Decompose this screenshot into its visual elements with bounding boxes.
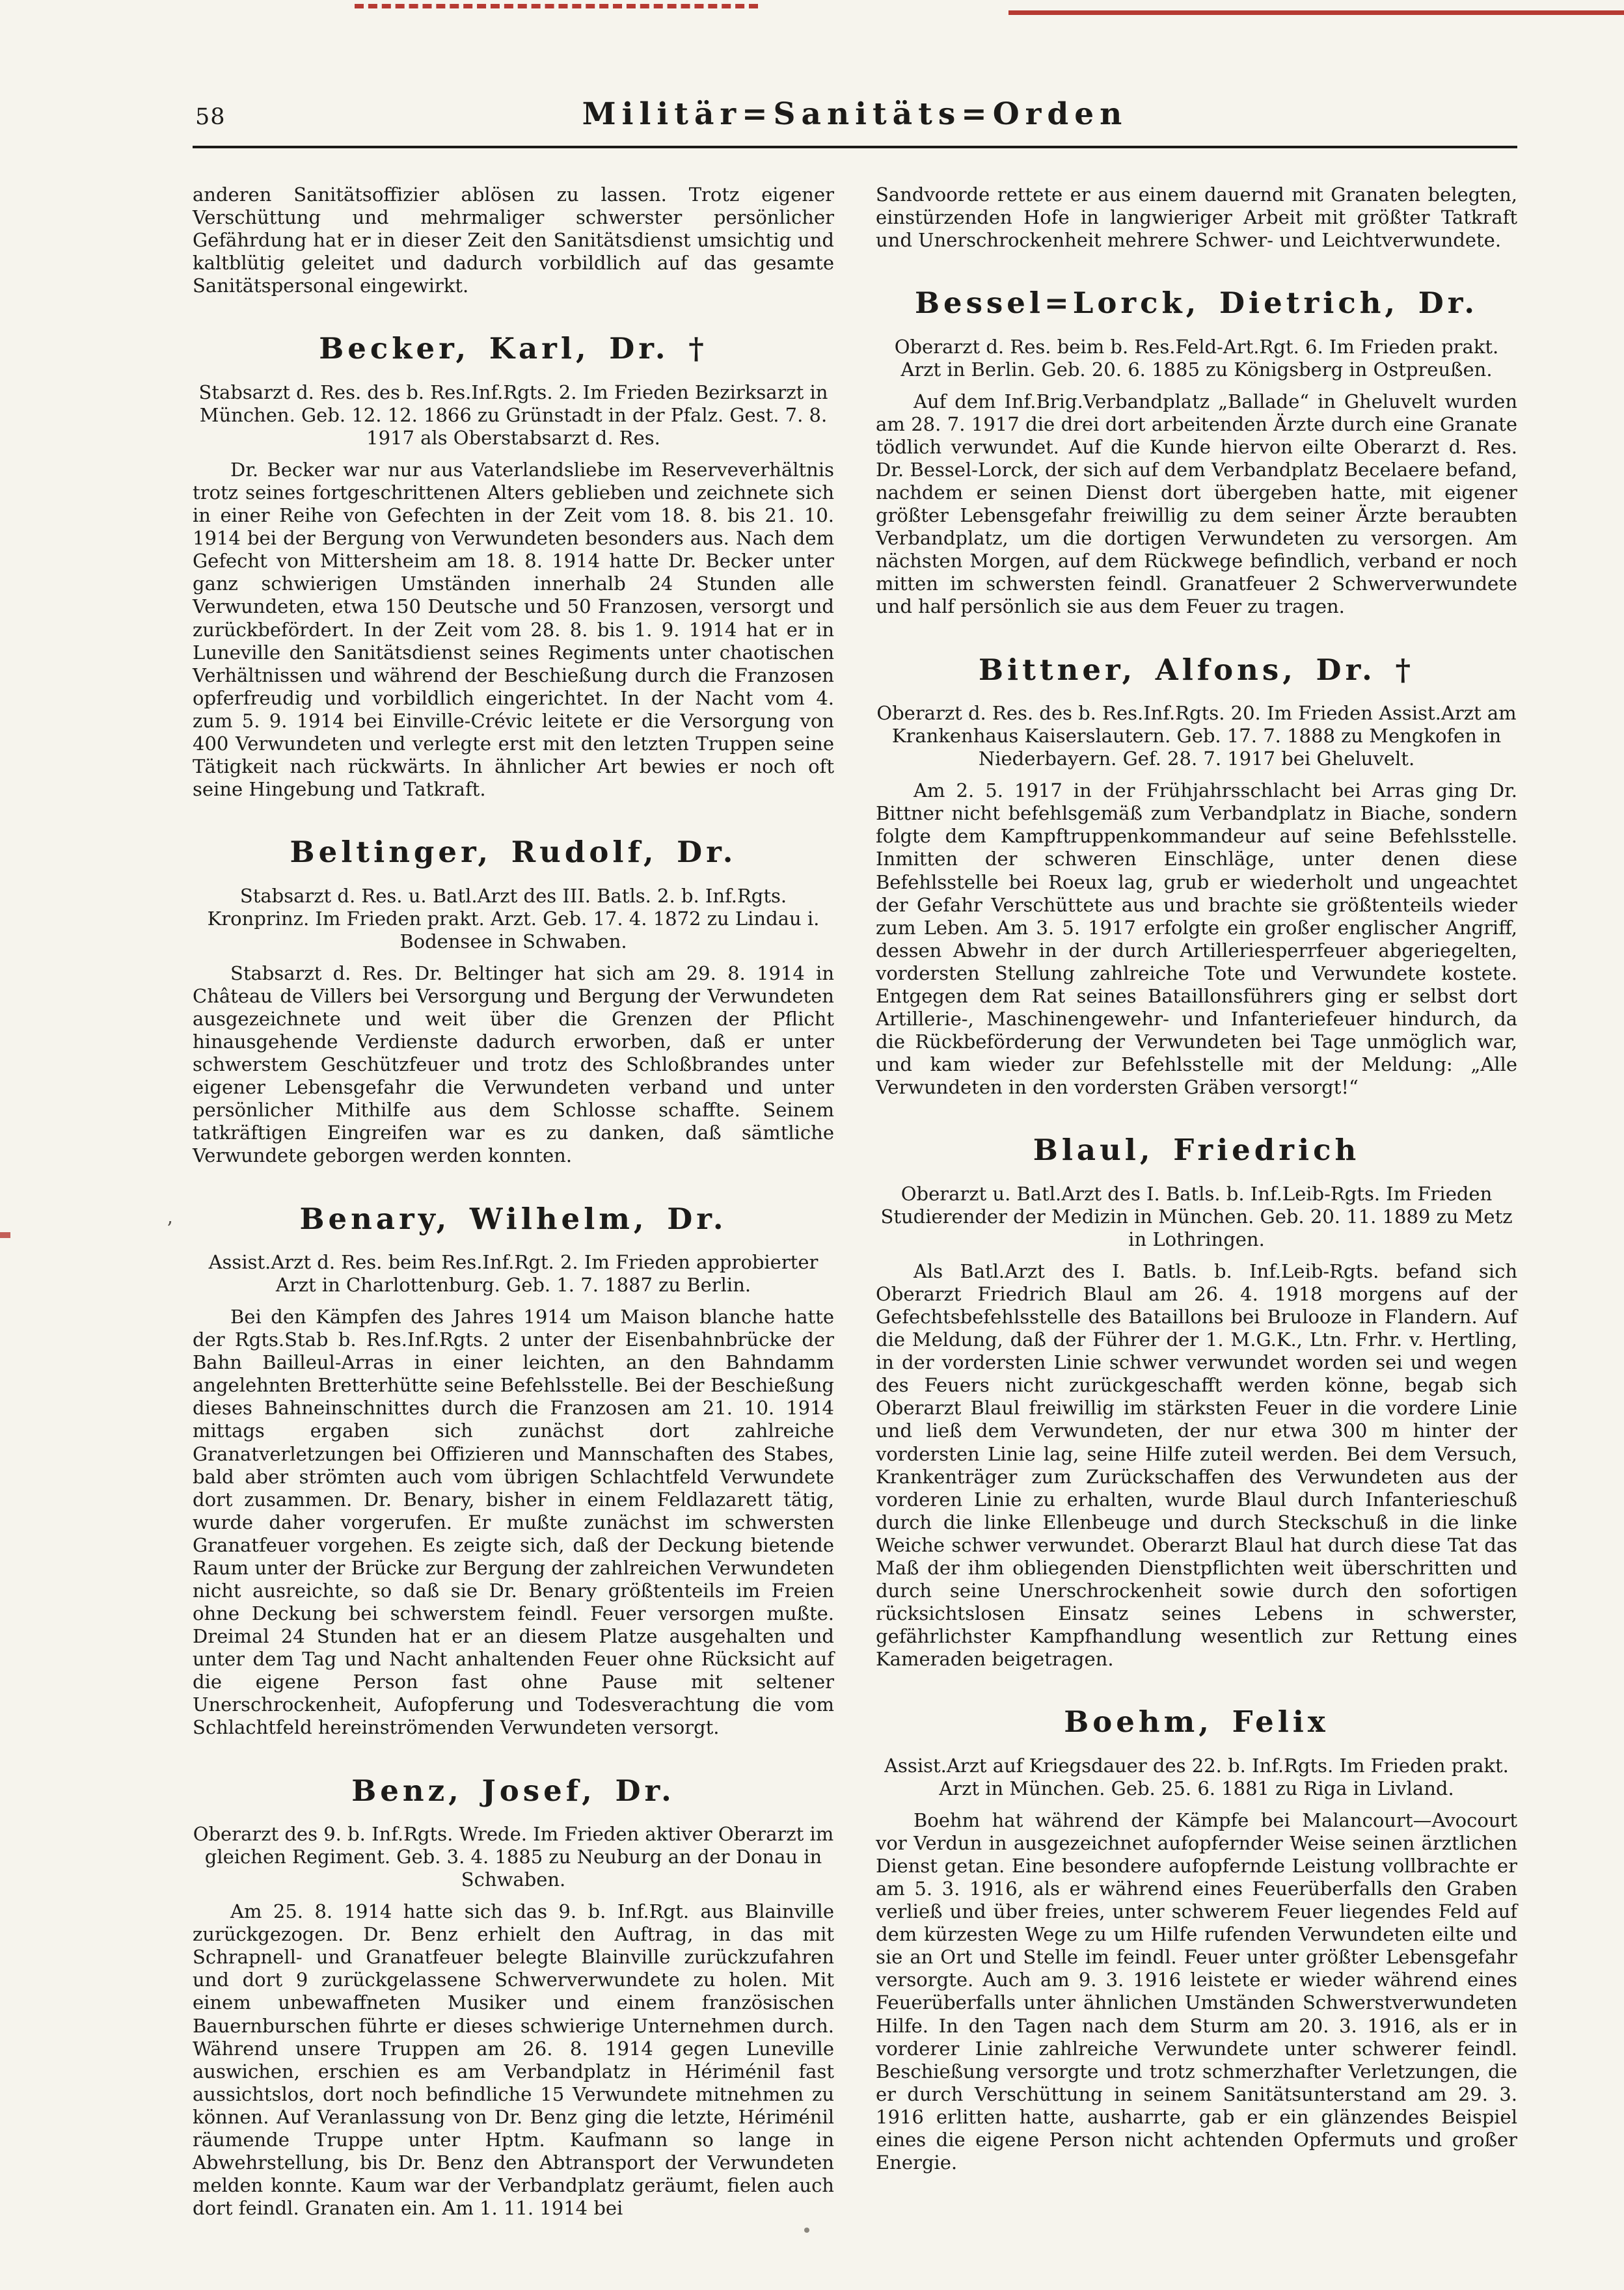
entry-paragraph: Stabsarzt d. Res. Dr. Beltinger hat sich am 29. 8. 1914 in Château de Villers bei Versorgung und Bergung der Verwundeten ausgezeichnete und weit über die Grenzen der Pflicht hinausgehende Verdienste dadurch erworben, daß er unter schwerstem Geschützfeuer und trotz des Schloßbrandes unter eigener Lebensgefahr die Verwundeten verband und unter persönlicher Mithilfe aus dem Schlosse schaffte. Seinem tatkräftigen Eingreifen war es zu danken, daß sämtliche Verwundete geborgen werden konnten. — [193, 962, 834, 1167]
entry-meta: Stabsarzt d. Res. des b. Res.Inf.Rgts. 2. Im Frieden Bezirksarzt in München. Geb. 12. 12. 1866 zu Grünstadt in der Pfalz. Gest. 7. 8. 1917 als Oberstabsarzt d. Res. — [198, 381, 828, 449]
entry-paragraph: Dr. Becker war nur aus Vaterlandsliebe im Reserveverhältnis trotz seines fortgeschrittenen Alters geblieben und zeichnete sich in einer Reihe von Gefechten in der Zeit vom 18. 8. bis 21. 10. 1914 bei der Bergung von Verwundeten besonders aus. Nach dem Gefecht von Mittersheim am 18. 8. 1914 hatte Dr. Becker unter ganz schwierigen Umständen innerhalb 24 Stunden alle Verwundeten, etwa 150 Deutsche und 50 Franzosen, versorgt und zurückbefördert. In der Zeit vom 28. 8. bis 1. 9. 1914 hat er in Luneville den Sanitätsdienst seines Regiments unter chaotischen Verhältnissen und während der Beschießung durch die Franzosen opferfreudig und vorbildlich eingerichtet. In der Nacht vom 4. zum 5. 9. 1914 bei Einville-Crévic leitete er die Versorgung von 400 Verwundeten und verlegte erst mit den letzten Truppen seine Tätigkeit nach rückwärts. In ähnlicher Art bewies er noch oft seine Hingebung und Tatkraft. — [193, 459, 834, 801]
text-columns — [193, 183, 1517, 2220]
page-header — [193, 96, 1517, 142]
entry-heading: Benary, Wilhelm, Dr. — [299, 1201, 727, 1236]
entry-paragraph: Bei den Kämpfen des Jahres 1914 um Maison blanche hatte der Rgts.Stab b. Res.Inf.Rgts. 2 unter der Eisenbahnbrücke der Bahn Bailleul-Arras in einer leichten, an den Bahndamm angelehnten Bretterhütte seine Befehlsstelle. Bei der Beschießung dieses Bahneinschnittes durch die Franzosen am 21. 10. 1914 mittags ergaben sich zunächst dort zahlreiche Granatverletzungen bei Offizieren und Mannschaften des Stabes, bald aber strömten auch vom übrigen Schlachtfeld Verwundete dort zusammen. Dr. Benary, bisher in einem Feldlazarett tätig, wurde daher vorgerufen. Er mußte zunächst im schwersten Granatfeuer vorgehen. Es zeigte sich, daß der Deckung bietende Raum unter der Brücke zur Bergung der zahlreichen Verwundeten nicht ausreichte, so daß sie Dr. Benary größtenteils im Freien ohne Deckung bei schwerstem feindl. Feuer versorgen mußte. Dreimal 24 Stunden hat er an diesem Platze ausgehalten und unter dem Tag und Nacht anhaltenden Feuer ohne Rücksicht auf die eigene Person fast ohne Pause mit seltener Unerschrockenheit, Aufopferung und Todesverachtung die vom Schlachtfeld hereinströmenden Verwundeten versorgt. — [193, 1306, 834, 1739]
entry-paragraph: Boehm hat während der Kämpfe bei Malancourt—Avocourt vor Verdun in ausgezeichnet aufopfernder Weise seinen ärztlichen Dienst getan. Eine besondere aufopfernde Leistung vollbrachte er am 5. 3. 1916, als er während eines Feuerüberfalls den Graben verließ und über freies, unter schwerem Feuer liegendes Feld auf dem kürzesten Wege zu um Hilfe rufenden Verwundeten eilte und sie an Ort und Stelle im feindl. Feuer unter größter Lebensgefahr versorgte. Auch am 9. 3. 1916 leistete er wieder während eines Feuerüberfalls unter ähnlichen Umständen Schwerstverwundeten Hilfe. In den Tagen nach dem Sturm am 20. 3. 1916, als er in vorderer Linie zahlreiche Verwundete unter schwerer feindl. Beschießung versorgte und trotz schmerzhafter Verletzungen, die er durch Verschüttung in seinem Sanitätsunterstand am 29. 3. 1916 erlitten hatte, ausharrte, gab er ein glänzendes Beispiel eines die eigene Person nicht achtenden Opfermuts und großer Energie. — [876, 1809, 1517, 2174]
entry-meta: Oberarzt d. Res. des b. Res.Inf.Rgts. 20. Im Frieden Assist.Arzt am Krankenhaus Kaiserslautern. Geb. 17. 7. 1888 zu Mengkofen in Niederbayern. Gef. 28. 7. 1917 bei Gheluvelt. — [876, 701, 1517, 770]
entry-heading: Beltinger, Rudolf, Dr. — [290, 835, 737, 870]
entry-heading: Benz, Josef, Dr. — [351, 1773, 675, 1808]
scan-artifact-red-tick — [0, 1232, 10, 1238]
scan-artifact-red-dash — [355, 4, 758, 8]
entry-meta: Oberarzt des 9. b. Inf.Rgts. Wrede. Im Frieden aktiver Oberarzt im gleichen Regiment. Geb. 3. 4. 1885 zu Neuburg an der Donau in Schwaben. — [193, 1822, 834, 1891]
entry-meta: Oberarzt d. Res. beim b. Res.Feld-Art.Rgt. 6. Im Frieden prakt. Arzt in Berlin. Geb. 20. 6. 1885 zu Königsberg in Ostpreußen. — [894, 335, 1499, 381]
entry-meta: Stabsarzt d. Res. u. Batl.Arzt des III. Batls. 2. b. Inf.Rgts. Kronprinz. Im Frieden prakt. Arzt. Geb. 17. 4. 1872 zu Lindau i. Bodensee in Schwaben. — [207, 884, 820, 952]
page-number: 58 — [195, 104, 226, 130]
entry-paragraph: Am 25. 8. 1914 hatte sich das 9. b. Inf.Rgt. aus Blainville zurückgezogen. Dr. Benz erhielt den Auftrag, in das mit Schrapnell- und Granatfeuer belegte Blainville zurückzufahren und dort 9 zurückgelassene Schwerverwundete zu holen. Mit einem unbewaffneten Musiker und einem französischen Bauernburschen führte er dieses schwierige Unternehmen durch. Während unsere Truppen am 26. 8. 1914 gegen Luneville auswichen, erschien es am Verbandplatz in Hériménil fast aussichtslos, dort noch befindliche 15 Verwundete mitnehmen zu können. Auf Veranlassung von Dr. Benz ging die letzte, Hériménil räumende Truppe unter Hptm. Kaufmann so lange in Abwehrstellung, bis Dr. Benz den Abtransport der Verwundeten melden konnte. Kaum war der Verbandplatz geräumt, fielen auch dort feindl. Granaten ein. Am 1. 11. 1914 bei — [193, 1900, 834, 2220]
entry-heading: Bittner, Alfons, Dr. † — [978, 652, 1415, 687]
left-column — [193, 183, 834, 2220]
entry-meta: Assist.Arzt auf Kriegsdauer des 22. b. Inf.Rgts. Im Frieden prakt. Arzt in München. Geb. 25. 6. 1881 zu Riga in Livland. — [884, 1754, 1509, 1799]
entry-heading: Blaul, Friedrich — [1033, 1133, 1360, 1168]
header-rule — [193, 146, 1517, 148]
entry-heading: Boehm, Felix — [1064, 1704, 1329, 1740]
margin-stray-mark: ’ — [167, 1218, 173, 1241]
scan-artifact-red-line — [1008, 10, 1624, 15]
entry-paragraph: Auf dem Inf.Brig.Verbandplatz „Ballade“ in Gheluvelt wurden am 28. 7. 1917 die drei dort arbeitenden Ärzte durch eine Granate tödlich verwundet. Auf die Kunde hiervon eilte Oberarzt d. Res. Dr. Bessel-Lorck, der sich auf dem Verbandplatz Becelaere befand, nachdem er seinen Dienst dort übergeben hatte, mit eigener größter Lebensgefahr freiwillig zu dem seiner Ärzte beraubten Verbandplatz, um die dortigen Verwundeten zu versorgen. Am nächsten Morgen, auf dem Rückwege befindlich, verband er noch mitten im schwersten feindl. Granatfeuer 2 Schwerverwundete und half persönlich sie aus dem Feuer zu tragen. — [876, 390, 1517, 618]
entry-meta: Oberarzt u. Batl.Arzt des I. Batls. b. Inf.Leib-Rgts. Im Frieden Studierender der Medizin in München. Geb. 20. 11. 1889 zu Metz in Lothringen. — [880, 1182, 1513, 1250]
entry-paragraph-continuation: anderen Sanitätsoffizier ablösen zu lassen. Trotz eigener Verschüttung und mehrmaliger schwerster persönlicher Gefährdung hat er in dieser Zeit den Sanitätsdienst umsichtig und kaltblütig geleitet und dadurch vorbildlich auf das gesamte Sanitätspersonal eingewirkt. — [193, 183, 834, 297]
entry-paragraph: Als Batl.Arzt des I. Batls. b. Inf.Leib-Rgts. befand sich Oberarzt Friedrich Blaul am 26. 4. 1918 morgens auf der Gefechtsbefehlsstelle des Bataillons bei Brulooze in Flandern. Auf die Meldung, daß der Führer der 1. M.G.K., Ltn. Frhr. v. Hertling, in der vordersten Linie schwer verwundet worden sei und wegen des Feuers nicht zurückgeschafft werden könne, begab sich Oberarzt Blaul freiwillig im stärksten Feuer in die vordere Linie und ließ dem Verwundeten, der nur etwa 300 m hinter der vordersten Linie lag, seine Hilfe zuteil werden. Bei dem Versuch, Krankenträger zum Zurückschaffen des Verwundeten aus der vorderen Linie zu erhalten, wurde Blaul durch Infanterieschuß durch die linke Ellenbeuge und durch Steckschuß in die linke Weiche schwer verwundet. Oberarzt Blaul hat durch diese Tat das Maß der ihm obliegenden Dienstpflichten weit überschritten und durch seine Unerschrockenheit sowie durch den sofortigen rücksichtslosen Einsatz seines Lebens in schwerster, gefährlichster Kampfhandlung wesentlich zur Rettung eines Kameraden beigetragen. — [876, 1260, 1517, 1671]
scan-speck — [804, 2228, 809, 2233]
entry-paragraph-continuation: Sandvoorde rettete er aus einem dauernd mit Granaten belegten, einstürzenden Hofe in langwieriger Arbeit mit größter Tatkraft und Unerschrockenheit mehrere Schwer- und Leichtverwundete. — [876, 183, 1517, 252]
entry-paragraph: Am 2. 5. 1917 in der Frühjahrsschlacht bei Arras ging Dr. Bittner nicht befehlsgemäß zum Verbandplatz in Biache, sondern folgte dem Kampftruppenkommandeur auf seine Befehlsstelle. Inmitten der schweren Einschläge, unter denen diese Befehlsstelle bei Roeux lag, grub er wiederholt und ungeachtet der Gefahr Verschüttete aus und brachte sie größtenteils wieder zum Leben. Am 3. 5. 1917 erfolgte ein großer englischer Angriff, dessen Abwehr in der durch Artilleriesperrfeuer abgeriegelten, vordersten Stellung zahlreiche Tote und Verwundete kostete. Entgegen dem Rat seines Bataillonsführers ging er selbst dort Artillerie-, Maschinengewehr- und Infanteriefeuer hindurch, da die Rückbeförderung der Verwundeten bei Tage unmöglich war, und kam wieder zur Befehlsstelle mit der Meldung: „Alle Verwundeten in den vordersten Gräben versorgt!“ — [876, 779, 1517, 1099]
entry-heading: Bessel=Lorck, Dietrich, Dr. — [914, 286, 1479, 321]
entry-heading: Becker, Karl, Dr. † — [319, 331, 708, 366]
right-column — [876, 183, 1517, 2174]
entry-meta: Assist.Arzt d. Res. beim Res.Inf.Rgt. 2. Im Frieden approbierter Arzt in Charlottenburg. Geb. 1. 7. 1887 zu Berlin. — [208, 1250, 819, 1296]
running-title: Militär=Sanitäts=Orden — [582, 96, 1128, 132]
